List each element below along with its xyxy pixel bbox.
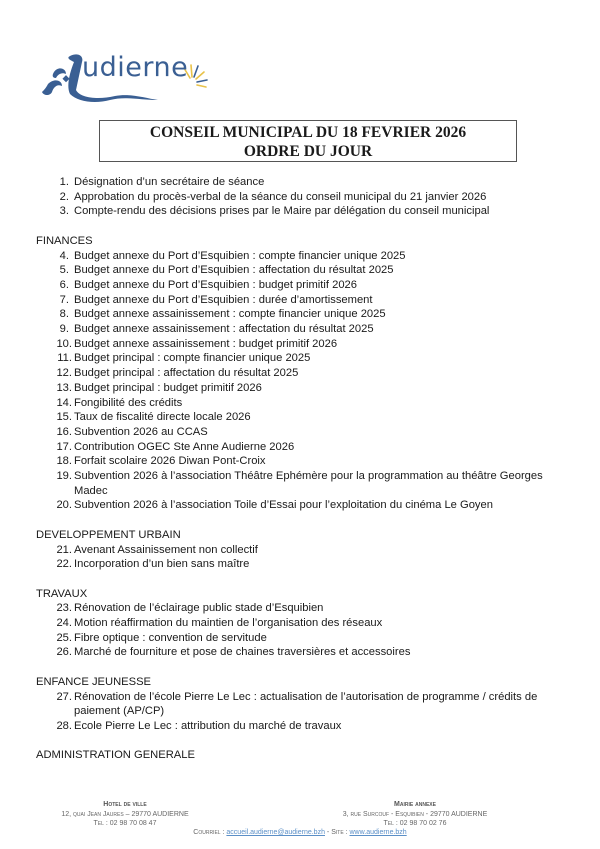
agenda-section [36, 528, 576, 572]
item-text: Fongibilité des crédits [74, 396, 183, 409]
agenda-item [36, 337, 576, 352]
page-subtitle: ORDRE DU JOUR [243, 143, 373, 160]
footer-heading: Hotel de ville [103, 801, 147, 808]
agenda-item [36, 293, 576, 308]
agenda-item [36, 381, 576, 396]
section-title: TRAVAUX [36, 587, 88, 600]
section-title: ENFANCE JEUNESSE [36, 675, 152, 688]
agenda [36, 175, 576, 763]
agenda-item [36, 190, 576, 205]
item-number: 17. [56, 440, 72, 453]
item-text: Budget annexe assainissement : compte financier unique 2025 [74, 308, 386, 321]
item-text: Contribution OGEC Ste Anne Audierne 2026 [74, 440, 295, 453]
item-number: 16. [56, 425, 72, 438]
item-text: Compte-rendu des décisions prises par le Maire par délégation du conseil municipal [74, 205, 490, 218]
item-number: 5. [59, 264, 69, 277]
item-number: 19. [56, 470, 72, 483]
item-text: Ecole Pierre Le Lec : attribution du marché de travaux [74, 719, 342, 732]
item-text: Rénovation de l’école Pierre Le Lec : actualisation de l’autorisation de programme / crédits de paiement (AP/CP) [74, 690, 538, 718]
item-number: 26. [56, 646, 72, 659]
footer-address: 12, quai Jean Jaures – 29770 AUDIERNE [61, 810, 189, 818]
item-text: Budget principal : affectation du résultat 2025 [74, 367, 299, 380]
agenda-item [36, 719, 576, 734]
section-title: FINANCES [36, 234, 93, 247]
agenda-item [36, 645, 576, 660]
item-text: Budget annexe du Port d’Esquibien : affectation du résultat 2025 [74, 264, 394, 277]
item-number: 4. [59, 249, 69, 262]
item-number: 12. [56, 367, 72, 380]
item-number: 3. [59, 205, 69, 218]
email-link[interactable]: accueil.audierne@audierne.bzh [226, 829, 325, 836]
agenda-item [36, 690, 576, 719]
item-number: 21. [56, 543, 72, 556]
footer-hotel-de-ville [30, 800, 220, 829]
footer-phone: Tel : 02 98 70 02 76 [383, 820, 447, 827]
item-text: Budget annexe assainissement : budget primitif 2026 [74, 337, 338, 350]
agenda-item [36, 543, 576, 558]
item-text: Taux de fiscalité directe locale 2026 [74, 411, 251, 424]
item-text: Budget annexe du Port d’Esquibien : budget primitif 2026 [74, 278, 357, 291]
agenda-item [36, 351, 576, 366]
agenda-item [36, 631, 576, 646]
item-number: 15. [56, 411, 72, 424]
footer-address: 3, rue Surcouf - Esquibien - 29770 AUDIERNE [342, 810, 488, 818]
item-number: 23. [56, 602, 72, 615]
item-number: 24. [56, 617, 72, 630]
item-text: Budget principal : budget primitif 2026 [74, 381, 262, 394]
footer-mairie-annexe [320, 800, 510, 829]
item-text: Incorporation d’un bien sans maître [74, 558, 250, 571]
agenda-item [36, 616, 576, 631]
agenda-section [36, 234, 576, 513]
item-number: 2. [59, 190, 69, 203]
item-text: Approbation du procès-verbal de la séance du conseil municipal du 21 janvier 2026 [74, 190, 487, 203]
email-label: Courriel : [193, 829, 227, 836]
item-text: Budget annexe du Port d’Esquibien : durée d’amortissement [74, 293, 373, 306]
agenda-item [36, 175, 576, 190]
agenda-item [36, 204, 576, 219]
item-number: 14. [56, 396, 72, 409]
footer-contact [0, 828, 600, 838]
item-text: Subvention 2026 à l’association Toile d’Essai pour l’exploitation du cinéma Le Goyen [74, 499, 493, 512]
agenda-item [36, 557, 576, 572]
item-number: 27. [56, 690, 72, 703]
item-number: 9. [59, 323, 69, 336]
item-number: 22. [56, 558, 72, 571]
audierne-logo [40, 50, 210, 106]
agenda-item [36, 469, 576, 498]
item-text: Désignation d’un secrétaire de séance [74, 176, 265, 188]
item-number: 20. [56, 499, 72, 512]
item-number: 7. [59, 293, 69, 306]
footer-phone: Tel : 02 98 70 08 47 [93, 820, 157, 827]
item-number: 25. [56, 631, 72, 644]
agenda-item [36, 454, 576, 469]
item-number: 1. [59, 176, 69, 188]
page-title: CONSEIL MUNICIPAL DU 18 FEVRIER 2026 [149, 124, 467, 141]
agenda-section [36, 587, 576, 661]
agenda-item [36, 440, 576, 455]
agenda-section [36, 675, 576, 734]
separator: - [324, 829, 332, 836]
item-text: Budget annexe du Port d’Esquibien : compte financier unique 2025 [74, 249, 406, 262]
agenda-item [36, 249, 576, 264]
item-text: Budget principal : compte financier unique 2025 [74, 352, 311, 365]
agenda-item [36, 322, 576, 337]
item-text: Forfait scolaire 2026 Diwan Pont-Croix [74, 455, 266, 468]
title-box [99, 120, 517, 162]
logo-text: udierne [82, 52, 189, 83]
section-title: DEVELOPPEMENT URBAIN [36, 528, 181, 541]
intro-list [36, 175, 576, 219]
item-number: 11. [57, 352, 72, 365]
site-label: Site : [331, 829, 350, 836]
site-link[interactable]: www.audierne.bzh [349, 829, 407, 836]
item-text: Avenant Assainissement non collectif [74, 543, 258, 556]
item-text: Subvention 2026 à l’association Théâtre Ephémère pour la programmation au théâtre Georges Madec [74, 470, 543, 497]
item-number: 18. [56, 455, 72, 468]
agenda-item [36, 396, 576, 411]
item-text: Rénovation de l’éclairage public stade d’Esquibien [74, 602, 324, 615]
agenda-item [36, 410, 576, 425]
agenda-item [36, 307, 576, 322]
item-number: 13. [56, 381, 72, 394]
item-text: Budget annexe assainissement : affectation du résultat 2025 [74, 323, 374, 336]
item-number: 28. [56, 719, 72, 732]
section-title: ADMINISTRATION GENERALE [36, 749, 195, 762]
footer-heading: Mairie annexe [394, 801, 436, 808]
item-text: Subvention 2026 au CCAS [74, 425, 208, 438]
agenda-item [36, 498, 576, 513]
item-text: Motion réaffirmation du maintien de l’organisation des réseaux [74, 617, 383, 630]
agenda-item [36, 601, 576, 616]
item-text: Fibre optique : convention de servitude [74, 631, 267, 644]
agenda-item [36, 366, 576, 381]
item-number: 8. [59, 308, 69, 321]
agenda-section [36, 748, 576, 763]
item-text: Marché de fourniture et pose de chaines traversières et accessoires [74, 646, 411, 659]
agenda-item [36, 263, 576, 278]
item-number: 10. [56, 337, 72, 350]
agenda-item [36, 278, 576, 293]
item-number: 6. [59, 278, 69, 291]
agenda-item [36, 425, 576, 440]
